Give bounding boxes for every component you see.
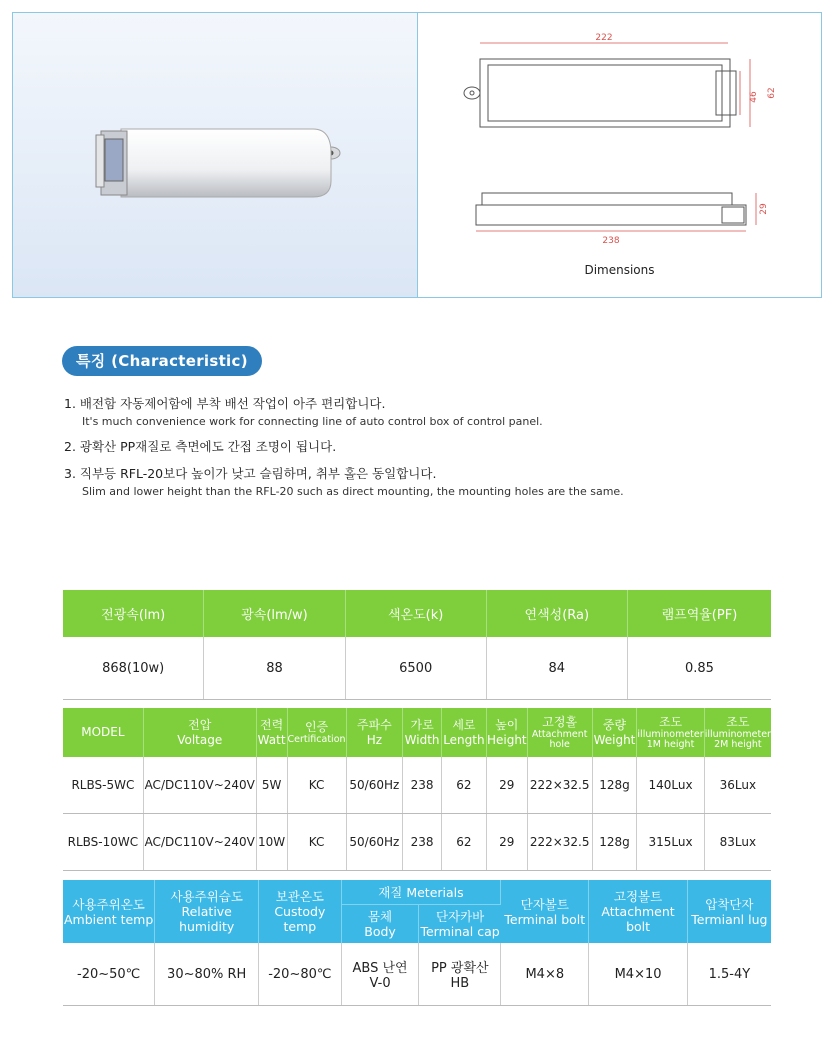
- table-row: [63, 943, 771, 1006]
- t3-cell-body: ABS 난연 V-0: [341, 943, 419, 1006]
- t1-header: 광속(lm/w): [204, 590, 345, 637]
- dim-top-width: 222: [595, 33, 613, 43]
- t2-header-lux2: 조도 illuminometer 2M height: [704, 708, 771, 757]
- t2-cell: RLBS-10WC: [63, 814, 143, 871]
- t1-cell: 0.85: [627, 637, 771, 700]
- t2-cell: 36Lux: [704, 757, 771, 814]
- t2-cell: 222×32.5: [527, 814, 592, 871]
- t2-header-lux1: 조도 illuminometer 1M height: [637, 708, 704, 757]
- t2-cell: 128g: [592, 814, 637, 871]
- t2-cell: KC: [287, 757, 346, 814]
- feature-1: [64, 394, 543, 428]
- environment-table: [63, 880, 771, 1006]
- t2-cell: AC/DC110V~240V: [143, 757, 256, 814]
- t2-cell: 62: [441, 814, 486, 871]
- t3-header-custody: 보관온도 Custody temp: [259, 880, 342, 943]
- t1-cell: 868(10w): [63, 637, 204, 700]
- t1-cell: 6500: [345, 637, 486, 700]
- t2-cell: AC/DC110V~240V: [143, 814, 256, 871]
- t3-cell: -20~80℃: [259, 943, 342, 1006]
- table-row: [63, 814, 771, 871]
- feature-3-ko: 3. 직부등 RFL-20보다 높이가 낮고 슬림하며, 취부 홀은 동일합니다.: [64, 466, 437, 481]
- t3-header-material: 재질 Meterials: [341, 880, 501, 905]
- t3-header-terminal-bolt: 단자볼트 Terminal bolt: [501, 880, 589, 943]
- dimension-diagram: [418, 13, 821, 253]
- product-image: [13, 13, 417, 297]
- t3-header-cap: 단자카바 Terminal cap: [419, 905, 501, 944]
- t2-header-hole: 고정홀 Attachment hole: [527, 708, 592, 757]
- t3-cell: M4×10: [589, 943, 687, 1006]
- t2-cell: 238: [403, 757, 442, 814]
- t2-header-width: 가로 Width: [403, 708, 442, 757]
- feature-3-en: Slim and lower height than the RFL-20 such as direct mounting, the mounting holes are the same.: [82, 485, 624, 498]
- t2-header-model: MODEL: [63, 708, 143, 757]
- feature-2-ko: 2. 광확산 PP재질로 측면에도 간접 조명이 됩니다.: [64, 439, 337, 454]
- feature-3: [64, 464, 624, 498]
- t2-cell: RLBS-5WC: [63, 757, 143, 814]
- t1-header: 색온도(k): [345, 590, 486, 637]
- t2-cell: 315Lux: [637, 814, 704, 871]
- t3-header-attach-bolt: 고정볼트 Attachment bolt: [589, 880, 687, 943]
- t2-cell: 50/60Hz: [346, 757, 403, 814]
- t2-cell: 128g: [592, 757, 637, 814]
- dim-side-h: 29: [759, 203, 769, 215]
- t3-header-ambient: 사용주위온도 Ambient temp: [63, 880, 155, 943]
- feature-1-en: It's much convenience work for connecting line of auto control box of control panel.: [82, 415, 543, 428]
- t2-header-height: 높이 Height: [486, 708, 527, 757]
- t2-cell: 29: [486, 814, 527, 871]
- t2-header-length: 세로 Length: [441, 708, 486, 757]
- t1-cell: 84: [486, 637, 627, 700]
- t2-header-watt: 전력 Watt: [256, 708, 287, 757]
- t2-cell: 222×32.5: [527, 757, 592, 814]
- dimensions-drawing: [418, 13, 821, 297]
- t2-cell: 83Lux: [704, 814, 771, 871]
- t2-header-voltage: 전압 Voltage: [143, 708, 256, 757]
- t1-header: 연색성(Ra): [486, 590, 627, 637]
- t2-cell: 5W: [256, 757, 287, 814]
- product-photo: [13, 13, 417, 297]
- dim-top-h1: 46: [749, 91, 759, 103]
- feature-2: [64, 437, 336, 455]
- t3-header-body: 몸체 Body: [341, 905, 419, 944]
- product-panel: [12, 12, 822, 298]
- table-row: [63, 757, 771, 814]
- t3-header-lug: 압착단자 Termianl lug: [687, 880, 771, 943]
- t2-cell: 238: [403, 814, 442, 871]
- dim-top-h2: 62: [767, 87, 777, 99]
- t1-header: 전광속(lm): [63, 590, 204, 637]
- feature-1-ko: 1. 배전함 자동제어함에 부착 배선 작업이 아주 편리합니다.: [64, 396, 386, 411]
- t2-header-cert: 인증 Certification: [287, 708, 346, 757]
- t3-cell: 30~80% RH: [155, 943, 259, 1006]
- t2-header-hz: 주파수 Hz: [346, 708, 403, 757]
- model-spec-table: [63, 708, 771, 871]
- dimensions-label: Dimensions: [584, 263, 655, 277]
- t3-cell-cap: PP 광확산 HB: [419, 943, 501, 1006]
- t3-header-humidity: 사용주위습도 Relative humidity: [155, 880, 259, 943]
- t2-cell: 29: [486, 757, 527, 814]
- t1-cell: 88: [204, 637, 345, 700]
- section-title: 특징 (Characteristic): [62, 346, 262, 376]
- t2-header-weight: 중량 Weight: [592, 708, 637, 757]
- t2-cell: 10W: [256, 814, 287, 871]
- t2-cell: 140Lux: [637, 757, 704, 814]
- t3-cell: -20~50℃: [63, 943, 155, 1006]
- t2-cell: KC: [287, 814, 346, 871]
- t3-cell: M4×8: [501, 943, 589, 1006]
- dim-side-width: 238: [602, 236, 620, 246]
- t2-cell: 50/60Hz: [346, 814, 403, 871]
- t1-header: 램프역율(PF): [627, 590, 771, 637]
- t3-cell: 1.5-4Y: [687, 943, 771, 1006]
- luminous-table: [63, 590, 771, 700]
- t2-cell: 62: [441, 757, 486, 814]
